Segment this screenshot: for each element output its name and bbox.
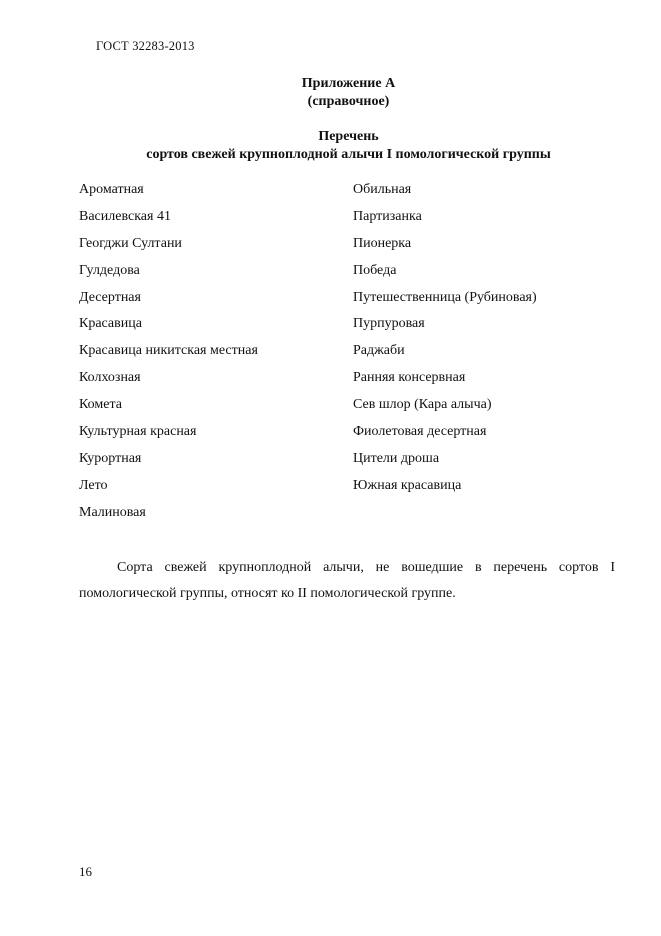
list-item: Путешественница (Рубиновая) — [353, 289, 537, 305]
list-item: Красавица никитская местная — [79, 343, 258, 359]
list-item: Партизанка — [353, 208, 422, 224]
variety-list-left-column — [79, 180, 258, 530]
list-subtitle: сортов свежей крупноплодной алычи I помологической группы — [146, 147, 551, 162]
variety-list-right-column — [353, 180, 537, 503]
note-paragraph: Сорта свежей крупноплодной алычи, не вошедшие в перечень сортов I помологической группы, относят ко II помологической группе. — [79, 560, 615, 601]
list-item: Раджаби — [353, 343, 405, 359]
list-item: Обильная — [353, 182, 412, 197]
annex-subtitle: (справочное) — [307, 94, 390, 109]
list-item: Культурная красная — [79, 424, 197, 440]
annex-title: Приложение А — [301, 76, 396, 91]
list-item: Ароматная — [79, 182, 144, 197]
list-item: Сев шлор (Кара алыча) — [353, 397, 492, 413]
list-item: Курортная — [79, 450, 142, 466]
list-item: Геогджи Султани — [79, 235, 182, 251]
page-number: 16 — [79, 864, 92, 879]
list-item: Малиновая — [79, 504, 146, 520]
list-item: Южная красавица — [353, 477, 462, 493]
list-item: Пионерка — [353, 235, 412, 251]
list-item: Комета — [79, 397, 122, 413]
list-item: Фиолетовая десертная — [353, 424, 487, 440]
list-title: Перечень — [318, 129, 379, 144]
list-item: Лето — [79, 477, 108, 493]
list-item: Василевская 41 — [79, 208, 171, 224]
list-item: Красавица — [79, 316, 142, 332]
list-item: Гулдедова — [79, 262, 140, 278]
list-item: Ранняя консервная — [353, 370, 466, 386]
list-item: Цители дроша — [353, 450, 440, 466]
list-item: Колхозная — [79, 370, 141, 386]
standard-code: ГОСТ 32283-2013 — [96, 39, 195, 53]
list-item: Победа — [353, 262, 397, 278]
list-item: Пурпуровая — [353, 316, 425, 332]
list-item: Десертная — [79, 289, 141, 305]
